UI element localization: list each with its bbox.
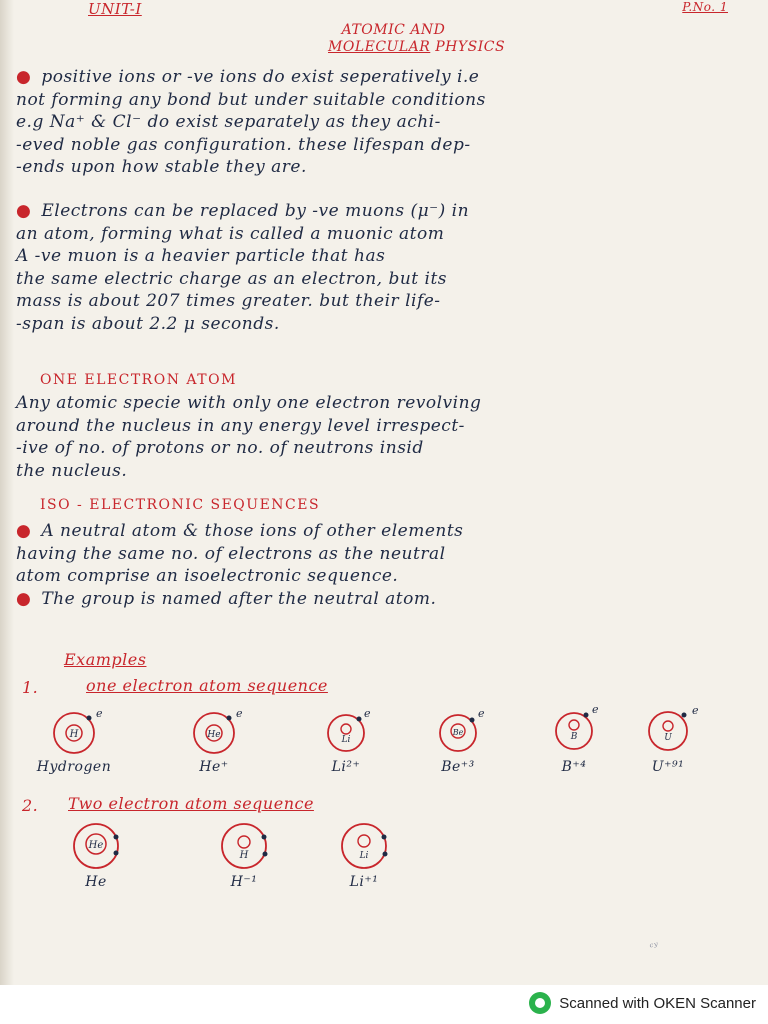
title-line-2 bbox=[282, 39, 505, 56]
atom-orbit-icon bbox=[418, 705, 498, 757]
atom-orbit-icon bbox=[628, 705, 708, 757]
atom-orbit-icon bbox=[174, 705, 254, 757]
seq1-title: one electron atom sequence bbox=[86, 676, 328, 695]
nucleus-symbol: H bbox=[69, 729, 79, 740]
para-line: ● The group is named after the neutral atom. bbox=[16, 588, 437, 609]
para-line: -ends upon how stable they are. bbox=[16, 157, 307, 177]
atom-diagram bbox=[34, 705, 114, 775]
nucleus-symbol: Be bbox=[452, 728, 464, 737]
electron-label: e bbox=[692, 705, 699, 717]
heading-one-electron-atom: ONE ELECTRON ATOM bbox=[40, 372, 237, 388]
nucleus-symbol: Li bbox=[359, 851, 369, 861]
para-line: -eved noble gas configuration. these lifespan dep- bbox=[16, 134, 471, 155]
atom-label: He bbox=[85, 874, 107, 890]
para-line: an atom, forming what is called a muonic atom bbox=[16, 223, 445, 244]
faint-signature: ᶜʸ bbox=[648, 939, 661, 954]
atom-label: U⁺⁹¹ bbox=[651, 759, 685, 775]
page-title bbox=[282, 22, 505, 56]
nucleus-symbol: He bbox=[207, 730, 221, 740]
atom-diagram bbox=[56, 820, 136, 890]
para-line: A -ve muon is a heavier particle that has bbox=[16, 246, 386, 266]
title-line-1: ATOMIC AND bbox=[341, 22, 446, 38]
electron-label: e bbox=[96, 707, 103, 720]
scanner-logo-icon bbox=[529, 992, 551, 1014]
paragraph-ions bbox=[16, 66, 756, 179]
unit-label: UNIT-I bbox=[88, 0, 142, 18]
electron-label: e bbox=[478, 707, 485, 720]
title-line-2a: MOLECULAR bbox=[328, 39, 431, 55]
para-line: atom comprise an isoelectronic sequence. bbox=[16, 566, 399, 586]
atom-diagram bbox=[324, 820, 404, 890]
page-margin-shadow bbox=[0, 0, 14, 985]
para-line: ● Electrons can be replaced by -ve muons (μ⁻) in bbox=[16, 201, 470, 221]
nucleus-symbol: Li bbox=[341, 735, 351, 745]
atom-label: He⁺ bbox=[199, 759, 229, 775]
paragraph-iso bbox=[16, 520, 756, 610]
bullet-dot: ● bbox=[16, 201, 32, 221]
electron-label: e bbox=[364, 707, 371, 720]
atom-diagram bbox=[204, 820, 284, 890]
scanner-text: Scanned with OKEN Scanner bbox=[559, 994, 756, 1012]
scanner-watermark bbox=[529, 992, 756, 1014]
atom-diagram bbox=[534, 705, 614, 775]
atom-diagram bbox=[628, 705, 708, 775]
atom-label: Be⁺³ bbox=[441, 759, 475, 775]
atom-diagram bbox=[418, 705, 498, 775]
paragraph-muons bbox=[16, 200, 756, 335]
page-number: P.No. 1 bbox=[682, 0, 728, 14]
para-line: -ive of no. of protons or no. of neutrons insid bbox=[16, 438, 424, 458]
para-line: ● positive ions or -ve ions do exist seperatively i.e bbox=[16, 67, 480, 87]
atom-orbit-icon bbox=[306, 705, 386, 757]
nucleus-symbol: He bbox=[88, 840, 104, 851]
heading-iso-electronic: ISO - ELECTRONIC SEQUENCES bbox=[40, 497, 321, 513]
atom-orbit-icon bbox=[324, 820, 404, 872]
electron-label: e bbox=[592, 705, 599, 716]
atom-orbit-icon bbox=[34, 705, 114, 757]
atom-diagram bbox=[174, 705, 254, 775]
seq1-number: 1. bbox=[22, 678, 39, 697]
atom-orbit-icon bbox=[204, 820, 284, 872]
para-line: ● A neutral atom & those ions of other elements bbox=[16, 521, 464, 541]
title-line-2b: PHYSICS bbox=[435, 39, 506, 55]
para-line: Any atomic specie with only one electron revolving bbox=[16, 393, 482, 413]
atom-label: H⁻¹ bbox=[230, 874, 258, 890]
seq2-number: 2. bbox=[22, 796, 39, 815]
atom-label: B⁺⁴ bbox=[561, 759, 587, 775]
para-line: e.g Na⁺ & Cl⁻ do exist separately as they achi- bbox=[16, 112, 441, 132]
examples-heading: Examples bbox=[64, 650, 147, 669]
bullet-dot: ● bbox=[16, 521, 32, 541]
electron-label: e bbox=[236, 707, 243, 720]
atom-label: Li⁺¹ bbox=[349, 874, 379, 890]
paragraph-one-electron bbox=[16, 392, 756, 482]
bullet-dot: ● bbox=[16, 588, 32, 609]
para-line: the nucleus. bbox=[16, 460, 128, 481]
nucleus-symbol: U bbox=[664, 733, 672, 743]
bullet-dot: ● bbox=[16, 67, 32, 87]
para-line: mass is about 207 times greater. but their life- bbox=[16, 291, 441, 311]
atom-orbit-icon bbox=[534, 705, 614, 757]
atom-label: Hydrogen bbox=[36, 759, 112, 775]
para-line: having the same no. of electrons as the neutral bbox=[16, 543, 446, 564]
nucleus-symbol: H bbox=[239, 850, 249, 861]
atom-label: Li²⁺ bbox=[331, 759, 361, 775]
atom-diagram bbox=[306, 705, 386, 775]
atom-orbit-icon bbox=[56, 820, 136, 872]
para-line: -span is about 2.2 μ seconds. bbox=[16, 313, 280, 334]
para-line: the same electric charge as an electron, but its bbox=[16, 268, 448, 289]
nucleus-symbol: B bbox=[570, 732, 578, 742]
para-line: around the nucleus in any energy level irrespect- bbox=[16, 415, 465, 436]
para-line: not forming any bond but under suitable conditions bbox=[16, 89, 486, 110]
seq2-title: Two electron atom sequence bbox=[68, 794, 314, 813]
